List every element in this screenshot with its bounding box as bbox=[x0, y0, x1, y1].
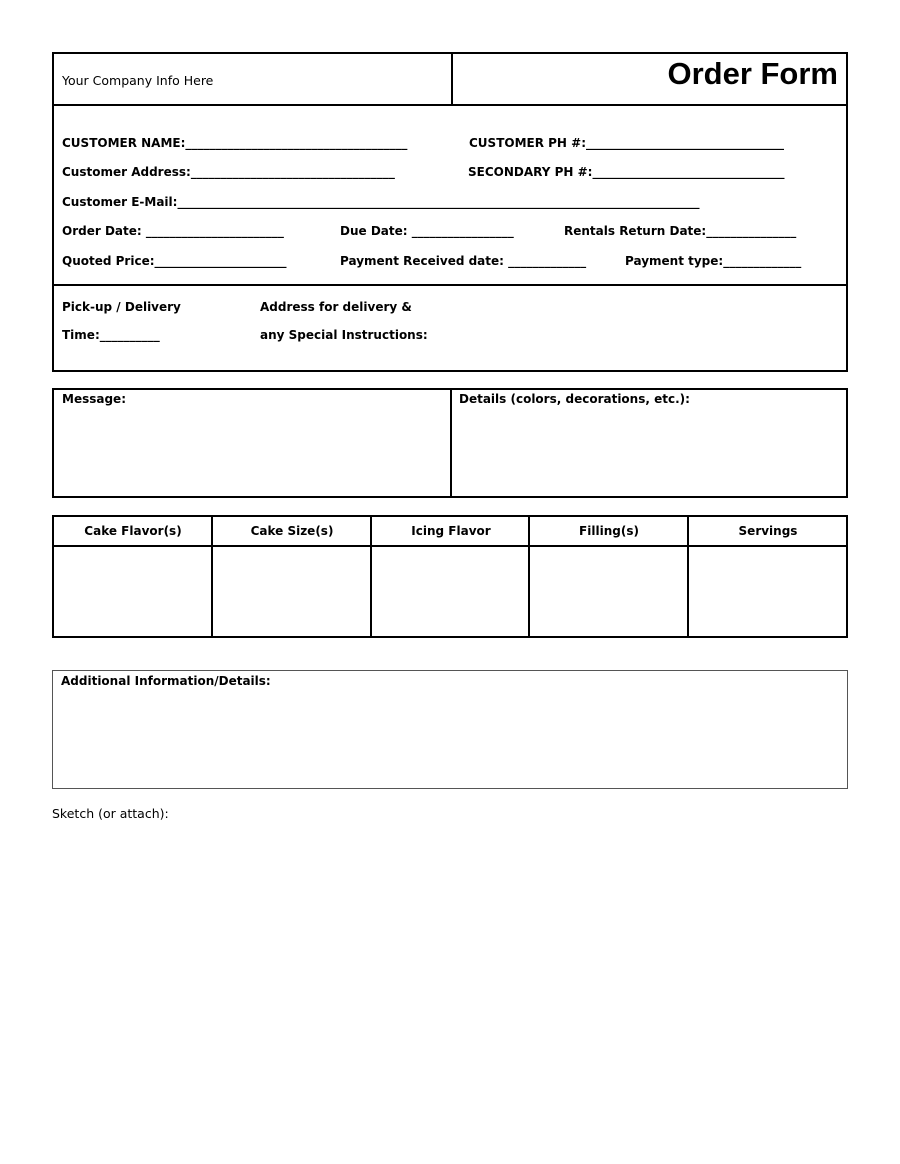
company-info: Your Company Info Here bbox=[62, 73, 214, 88]
message-divider bbox=[450, 390, 452, 496]
additional-info-label: Additional Information/Details: bbox=[61, 674, 271, 688]
due-date-field[interactable]: Due Date: _________________ bbox=[340, 224, 514, 238]
header-divider bbox=[451, 54, 453, 104]
cake-size-cell[interactable] bbox=[213, 547, 370, 636]
page-title: Order Form bbox=[667, 56, 838, 91]
pickup-delivery-label: Pick-up / Delivery bbox=[62, 300, 181, 314]
customer-phone-field[interactable]: CUSTOMER PH #:_________________________________ bbox=[469, 136, 785, 150]
customer-email-field[interactable]: Customer E-Mail:_______________________________________________________________________________________ bbox=[62, 195, 700, 209]
address-delivery-label: Address for delivery & bbox=[260, 300, 412, 314]
column-header-cake-flavor: Cake Flavor(s) bbox=[84, 524, 182, 538]
icing-flavor-cell[interactable] bbox=[372, 547, 528, 636]
payment-received-date-field[interactable]: Payment Received date: _____________ bbox=[340, 254, 587, 268]
column-header-cake-size: Cake Size(s) bbox=[250, 524, 334, 538]
cake-flavor-cell[interactable] bbox=[54, 547, 211, 636]
cake-table bbox=[52, 515, 848, 638]
pickup-section bbox=[52, 284, 848, 372]
order-date-field[interactable]: Order Date: _______________________ bbox=[62, 224, 284, 238]
column-header-icing-flavor: Icing Flavor bbox=[411, 524, 491, 538]
details-field[interactable]: Details (colors, decorations, etc.): bbox=[459, 392, 690, 406]
quoted-price-field[interactable]: Quoted Price:______________________ bbox=[62, 254, 287, 268]
sketch-label: Sketch (or attach): bbox=[52, 806, 169, 821]
customer-section bbox=[52, 104, 848, 286]
customer-address-field[interactable]: Customer Address:__________________________________ bbox=[62, 165, 395, 179]
time-field[interactable]: Time:__________ bbox=[62, 328, 160, 342]
message-field[interactable]: Message: bbox=[62, 392, 126, 406]
customer-name-field[interactable]: CUSTOMER NAME:_____________________________________ bbox=[62, 136, 408, 150]
message-details-section bbox=[52, 388, 848, 498]
rentals-return-date-field[interactable]: Rentals Return Date:_______________ bbox=[564, 224, 797, 238]
payment-type-field[interactable]: Payment type:_____________ bbox=[625, 254, 802, 268]
filling-cell[interactable] bbox=[530, 547, 687, 636]
column-header-servings: Servings bbox=[738, 524, 798, 538]
secondary-phone-field[interactable]: SECONDARY PH #:________________________________ bbox=[468, 165, 785, 179]
column-header-filling: Filling(s) bbox=[579, 524, 639, 538]
special-instructions-label: any Special Instructions: bbox=[260, 328, 428, 342]
servings-cell[interactable] bbox=[689, 547, 846, 636]
additional-info-box[interactable] bbox=[52, 670, 848, 789]
form-header bbox=[52, 52, 848, 106]
